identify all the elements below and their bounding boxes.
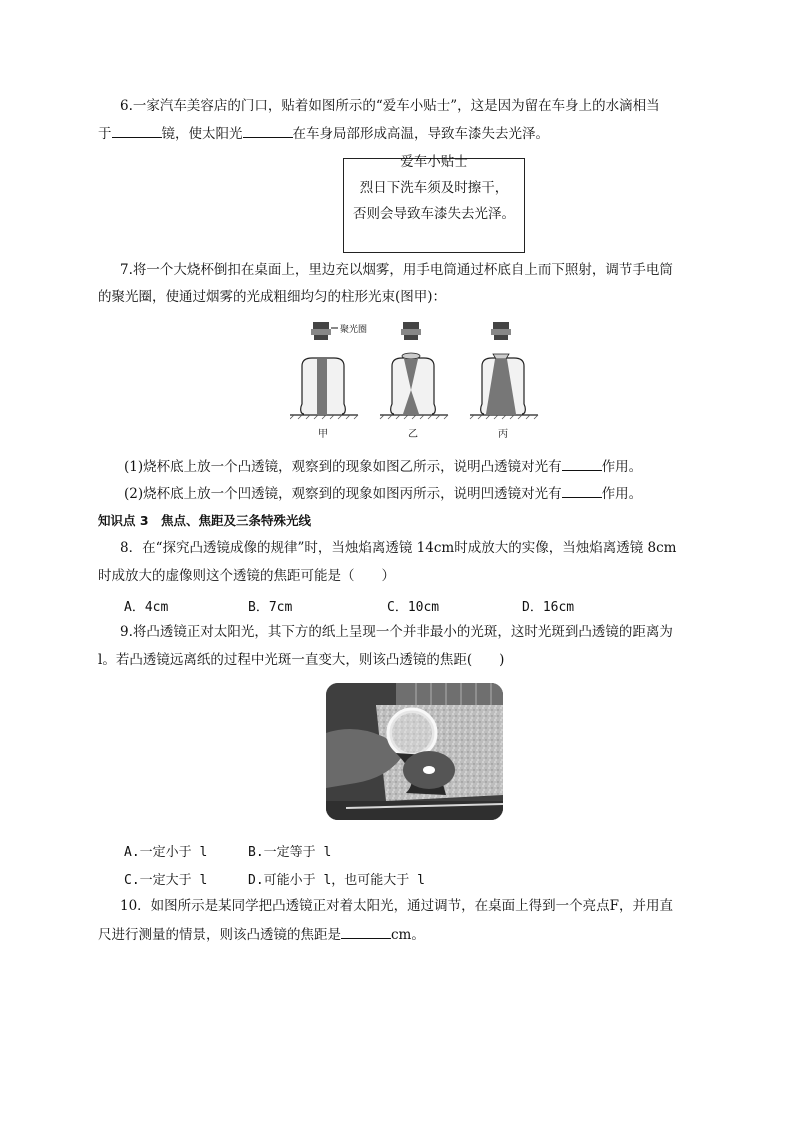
q10-line1: 10．如图所示是某同学把凸透镜正对着太阳光，通过调节，在桌面上得到一个亮点F，并用直 [120, 898, 674, 914]
beaker-c [470, 322, 538, 419]
q6-blank-2[interactable] [243, 123, 293, 138]
magnifier-sunlight-photo [326, 683, 503, 820]
q6-blank-1[interactable] [112, 123, 162, 138]
label-aperture: 聚光圈 [340, 324, 368, 334]
q8-option-a[interactable]: A．4cm [124, 600, 169, 615]
q10-blank[interactable] [341, 924, 391, 939]
beaker-a [290, 322, 358, 419]
q7-sub1 [124, 456, 642, 477]
q8-option-c[interactable]: C．10cm [387, 600, 440, 615]
q8-line1: 8．在“探究凸透镜成像的规律”时，当烛焰离透镜 14cm时成放大的实像，当烛焰离透镜 8cm [120, 540, 677, 556]
q6-text-a: 于 [98, 126, 112, 142]
q8-option-d[interactable]: D．16cm [522, 600, 575, 615]
q9-line1: 9.将凸透镜正对太阳光，其下方的纸上呈现一个并非最小的光斑，这时光斑到凸透镜的距离为 [120, 624, 673, 640]
q9-option-a[interactable]: A.一定小于 l [124, 845, 208, 860]
q9-option-c[interactable]: C.一定大于 l [124, 873, 208, 888]
section-heading: 知识点 3 焦点、焦距及三条特殊光线 [98, 513, 312, 528]
q9-option-b[interactable]: B.一定等于 l [248, 845, 332, 860]
car-care-tip-box [343, 154, 525, 253]
q7-sub2-tail: 作用。 [601, 486, 643, 502]
q7-line1: 7.将一个大烧杯倒扣在桌面上，里边充以烟雾，用手电筒通过杯底自上而下照射，调节手电筒 [120, 262, 673, 278]
q6-text-b: 镜，使太阳光 [161, 126, 243, 142]
q8-line2: 时成放大的虚像则这个透镜的焦距可能是（ ） [98, 568, 395, 584]
q7-sub1-tail: 作用。 [601, 459, 643, 475]
q10-text: 尺进行测量的情景，则该凸透镜的焦距是 [98, 927, 341, 943]
q9-line2: l。若凸透镜远离纸的过程中光斑一直变大，则该凸透镜的焦距( ) [98, 652, 505, 668]
q6-text-c: 在车身局部形成高温，导致车漆失去光泽。 [292, 126, 549, 142]
q10-line2 [98, 924, 425, 945]
note-line1: 烈日下洗车须及时擦干， [359, 180, 509, 196]
beaker-b [380, 322, 448, 419]
label-c: 丙 [498, 429, 508, 440]
q7-line2: 的聚光圈，使通过烟雾的光成粗细均匀的柱形光束(图甲)： [98, 289, 447, 305]
beaker-figure [290, 318, 540, 442]
q7-sub2-text: (2)烧杯底上放一个凹透镜，观察到的现象如图丙所示，说明凹透镜对光有 [124, 486, 562, 502]
label-a: 甲 [318, 429, 328, 440]
q9-option-d[interactable]: D.可能小于 l，也可能大于 l [248, 873, 425, 888]
note-title: 爱车小贴士 [400, 154, 468, 170]
q6-line2 [98, 123, 549, 144]
q10-tail: cm。 [391, 927, 425, 943]
q7-sub2 [124, 483, 642, 504]
q7-blank-2[interactable] [562, 483, 602, 498]
q8-option-b[interactable]: B．7cm [248, 600, 293, 615]
label-b: 乙 [408, 429, 418, 440]
q7-sub1-text: (1)烧杯底上放一个凸透镜，观察到的现象如图乙所示，说明凸透镜对光有 [124, 459, 562, 475]
q6-line1: 6.一家汽车美容店的门口，贴着如图所示的“爱车小贴士”，这是因为留在车身上的水滴相当 [120, 98, 660, 114]
note-line2: 否则会导致车漆失去光泽。 [353, 206, 515, 222]
q7-blank-1[interactable] [562, 456, 602, 471]
